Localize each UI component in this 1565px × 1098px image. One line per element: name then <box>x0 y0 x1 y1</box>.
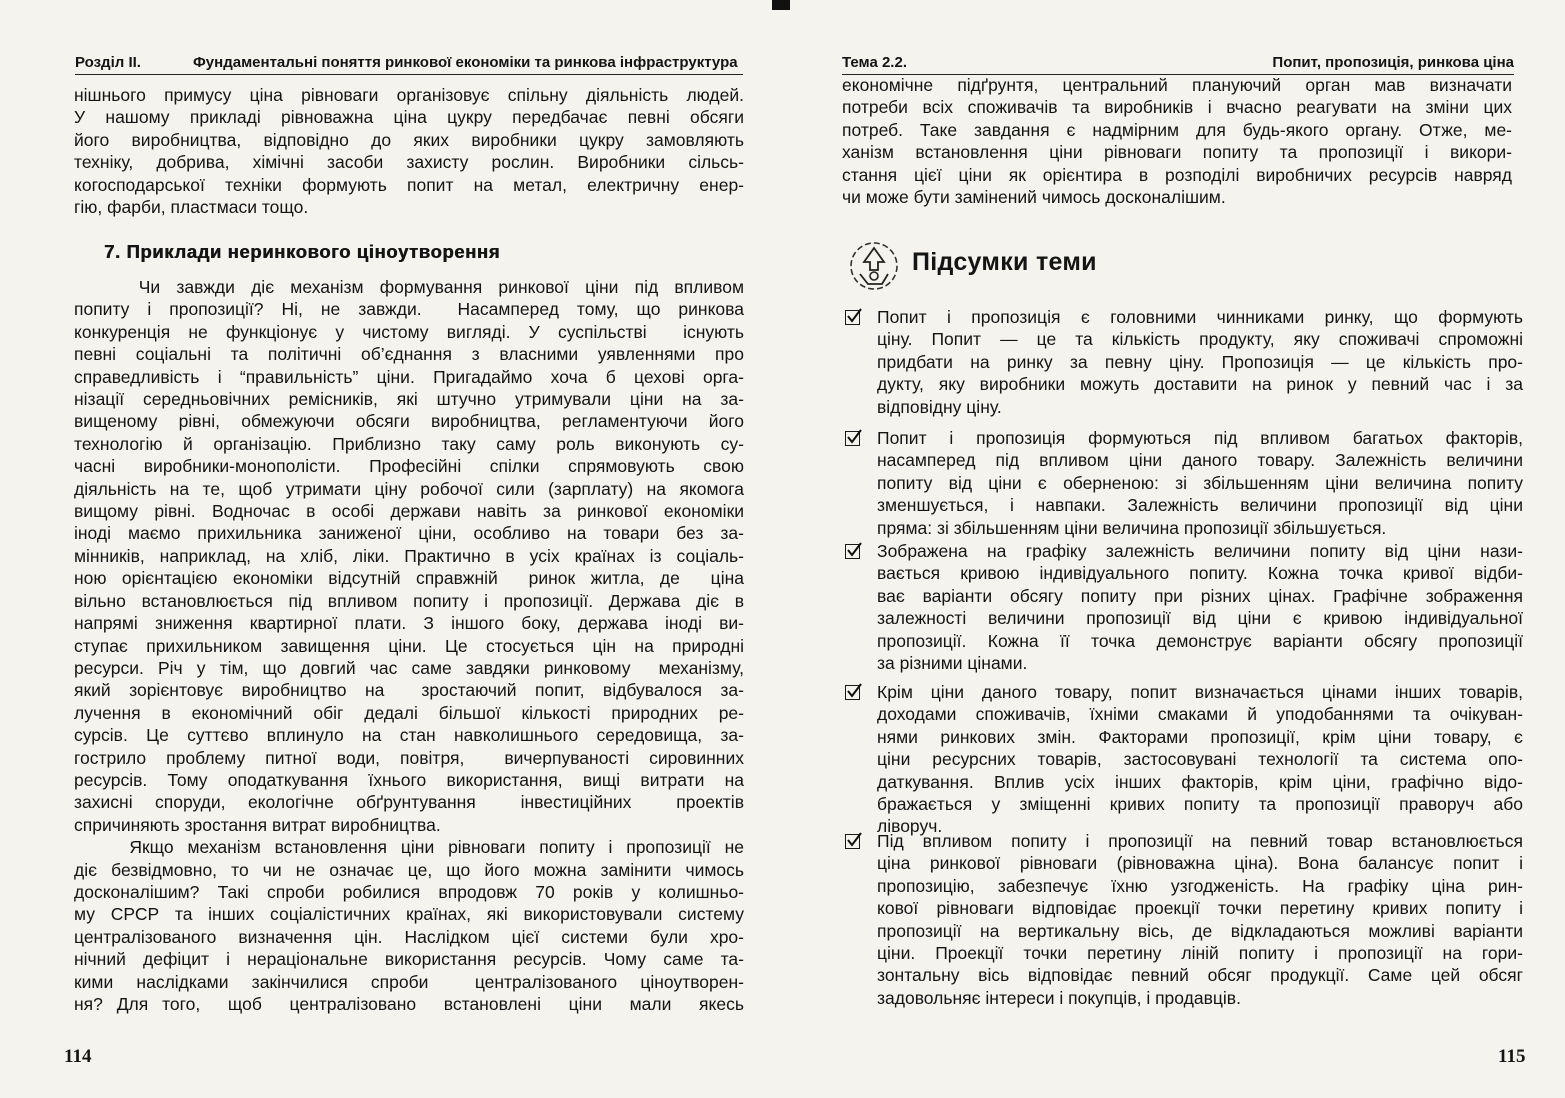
checkbox-icon <box>845 834 860 849</box>
text-line: кими наслідками закінчилися спроби централізованого ціноутворен- <box>74 971 744 992</box>
summary-item-text <box>877 540 1523 674</box>
text-line: Під впливом попиту і пропозиції на певний товар встановлюється <box>877 831 1523 851</box>
checkbox-icon <box>845 544 860 559</box>
text-line: дукту, яку виробники можуть доставити на ринок у певний час і за <box>877 374 1523 395</box>
text-line: нішнього примусу ціна рівноваги організовує спільну діяльність людей. <box>74 85 744 105</box>
text-line: Попит і пропозиція є головними чинниками ринку, що формують <box>877 307 1523 327</box>
text-line: економічне підґрунтя, центральний плануючий орган мав визначати <box>842 75 1512 95</box>
text-line: му СРСР та інших соціалістичних країнах, які використовували систему <box>74 904 744 925</box>
text-line: конкуренція не функціонує у чистому вигляді. У суспільстві існують <box>74 321 744 342</box>
text-line: потреби всіх споживачів та виробників і вчасно реагувати на зміни цих <box>842 97 1512 118</box>
right-intro-paragraph <box>842 74 1512 208</box>
text-line: часні виробники-монополісти. Професійні спілки спрямовують свою <box>74 456 744 477</box>
text-line: пряма: зі збільшенням ціни величина пропозиції збільшується. <box>877 517 1387 538</box>
summary-item-text <box>877 830 1523 1009</box>
text-line: Чи завжди діє механізм формування ринкової ціни під впливом <box>74 277 744 297</box>
text-line: гію, фарби, пластмаси тощо. <box>74 197 309 218</box>
text-line: потреб. Таке завдання є надмірним для будь-якого органу. Отже, ме- <box>842 119 1512 140</box>
text-line: доходами споживачів, їхніми смаками й уподобаннями та очікуван- <box>877 704 1523 725</box>
text-line: пропозиції на вертикальну вісь, де відкладаються можливі варіанти <box>877 920 1523 941</box>
topic-label: Тема 2.2. <box>842 54 907 71</box>
text-line: ціни. Проекції точки перетину ліній попиту і пропозиції на гори- <box>877 943 1523 964</box>
topic-title: Попит, пропозиція, ринкова ціна <box>1272 54 1514 71</box>
text-line: ною орієнтацією економіки відсутній справжній ринок житла, де ціна <box>74 568 744 589</box>
checkbox-icon <box>845 310 860 325</box>
text-line: зонтальну вісь відповідає певний обсяг продукції. Саме цей обсяг <box>877 965 1523 986</box>
text-line: зменшується, і навпаки. Залежність величини пропозиції від ціни <box>877 495 1523 516</box>
text-line: справедливість і “правильність” ціни. Пригадаймо хоча б цехові орга- <box>74 366 744 387</box>
text-line: ває варіанти обсягу попиту при різних цінах. Графічне зображення <box>877 585 1523 606</box>
summary-item-text <box>877 306 1523 418</box>
text-line: Зображена на графіку залежність величини попиту від ціни нази- <box>877 541 1523 561</box>
text-line: Крім ціни даного товару, попит визначається цінами інших товарів, <box>877 682 1523 702</box>
text-line: певні соціальні та політичні об’єднання з власними уявленнями про <box>74 344 744 365</box>
text-line: У нашому прикладі рівноважна ціна цукру передбачає певні обсяги <box>74 107 744 128</box>
text-line: вільно встановлюється під впливом попиту і пропозиції. Держава діє в <box>74 590 744 611</box>
text-line: вищеному рівні, обмежуючи обсяги виробництва, регламентуючи його <box>74 411 744 432</box>
text-line: ліворуч. <box>877 816 943 837</box>
text-line: залежності величини пропозиції від ціни є кривою індивідуальної <box>877 608 1523 629</box>
section-label: Розділ II. <box>75 54 141 71</box>
left-running-header <box>75 52 743 75</box>
text-line: кової рівноваги відповідає проекції точки перетину кривих попиту і <box>877 898 1523 919</box>
text-line: напрямі зниження квартирної плати. З іншого боку, держава іноді ви- <box>74 613 744 634</box>
right-running-header <box>842 52 1514 75</box>
text-line: вається кривою індивідуального попиту. Кожна точка кривої відби- <box>877 563 1523 584</box>
page-number-right: 115 <box>1498 1046 1526 1067</box>
text-line: його виробництва, відповідно до яких виробники цукру замовляють <box>74 129 744 150</box>
text-line: за різними цінами. <box>877 653 1028 674</box>
text-line: нями ринкових змін. Факторами пропозиції, крім ціни товару, є <box>877 726 1523 747</box>
text-line: спричиняють зростання витрат виробництва. <box>74 814 441 835</box>
text-line: централізованого визначення цін. Наслідком цієї системи були хро- <box>74 926 744 947</box>
text-line: іноді маємо прихильника заниженої ціни, особливо на товари без за- <box>74 523 744 544</box>
text-line: нічний дефіцит і нераціональне використання ресурсів. Чому саме та- <box>74 949 744 970</box>
checkbox-icon <box>845 685 860 700</box>
text-line: діяльність на те, щоб утримати ціну робочої сили (зарплату) на якомога <box>74 478 744 499</box>
text-line: ціна ринкової рівноваги (рівноважна ціна). Вона балансує попит і <box>877 853 1523 874</box>
text-line: ресурсів. Тому оподаткування їхнього використання, вищі витрати на <box>74 769 744 790</box>
summary-item-text <box>877 681 1523 838</box>
text-line: чи може бути замінений чимось досконалішим. <box>842 187 1226 208</box>
text-line: ціни ресурсних товарів, застосовувані технології та система опо- <box>877 749 1523 770</box>
text-line: ресурси. Річ у тім, що довгий час саме завдяки ринковому механізму, <box>74 657 744 678</box>
text-line: даткування. Вплив усіх інших факторів, крім ціни, графічно відо- <box>877 771 1523 792</box>
summary-recycle-icon <box>848 240 900 292</box>
text-line: ханізм встановлення ціни рівноваги попиту та пропозиції і викори- <box>842 142 1512 163</box>
text-line: придбати на ринку за певну ціну. Пропозиція — це кількість про- <box>877 351 1523 372</box>
text-line: нізації середньовічних ремісників, які штучно утримували ціни на за- <box>74 389 744 410</box>
text-line: діє безвідмовно, то чи не означає це, що його можна замінити чимось <box>74 859 744 880</box>
text-line: попиту і пропозиції? Ні, не завжди. Насамперед тому, що ринкова <box>74 299 744 320</box>
page-number-left: 114 <box>64 1046 92 1067</box>
text-line: досконалішим? Такі спроби робилися впродовж 70 років у колишньо- <box>74 881 744 902</box>
text-line: насамперед під впливом ціни даного товару. Залежність величини <box>877 450 1523 471</box>
section-title: Фундаментальні поняття ринкової економіки та ринкова інфраструктура <box>193 54 738 71</box>
summary-item-text <box>877 427 1523 539</box>
text-line: когосподарської техніки формують попит на метал, електричну енер- <box>74 174 744 195</box>
text-line: техніку, добрива, хімічні засоби захисту рослин. Виробники сільсь- <box>74 152 744 173</box>
text-line: який зорієнтовує виробництво на зростаючий попит, відбувалося за- <box>74 680 744 701</box>
text-line: бражається у зміщенні кривих попиту та пропозиції праворуч або <box>877 794 1523 815</box>
text-line: ціну. Попит — це та кількість продукту, яку споживачі спроможні <box>877 329 1523 350</box>
text-line: ня? Для того, щоб централізовано встановлені ціни мали якесь <box>74 994 744 1014</box>
text-line: стання цієї ціни як орієнтира в розподілі виробничих ресурсів навряд <box>842 164 1512 185</box>
summary-title: Підсумки теми <box>912 248 1097 276</box>
text-line: Попит і пропозиція формуються під впливом багатьох факторів, <box>877 428 1523 448</box>
left-intro-paragraph <box>74 84 744 218</box>
text-line: відповідну ціну. <box>877 396 1002 417</box>
text-line: гострило проблему питної води, повітря, вичерпуваності сировинних <box>74 747 744 768</box>
right-page <box>790 0 1565 1098</box>
checkbox-icon <box>845 431 860 446</box>
text-line: лучення в економічний обіг дедалі більшої кількості природних ре- <box>74 702 744 723</box>
left-body-text <box>74 276 744 1015</box>
text-line: захисні споруди, екологічне обґрунтування інвестиційних проектів <box>74 792 744 813</box>
text-line: ступає прихильником завищення ціни. Це стосується цін на природні <box>74 635 744 656</box>
text-line: Якщо механізм встановлення ціни рівноваги попиту і пропозиції не <box>74 837 744 858</box>
section-heading: 7. Приклади неринкового ціноутворення <box>104 241 500 262</box>
text-line: мінників, наприклад, на хліб, ліки. Практично в усіх країнах із соціаль- <box>74 545 744 566</box>
text-line: задовольняє інтереси і покупців, і продавців. <box>877 987 1241 1008</box>
text-line: технологію й організацію. Приблизно таку саму роль виконують су- <box>74 433 744 454</box>
text-line: попиту від ціни є оберненою: зі збільшенням ціни величина попиту <box>877 472 1523 493</box>
text-line: пропозиції. Кожна її точка демонструє варіанти обсягу пропозиції <box>877 630 1523 651</box>
text-line: пропозицію, забезпечує їхню узгодженість. На графіку ціна рин- <box>877 875 1523 896</box>
text-line: вищому рівні. Водночас в особі держави навіть за ринкової економіки <box>74 501 744 522</box>
text-line: сурсів. Це суттєво вплинуло на стан навколишнього середовища, за- <box>74 725 744 746</box>
